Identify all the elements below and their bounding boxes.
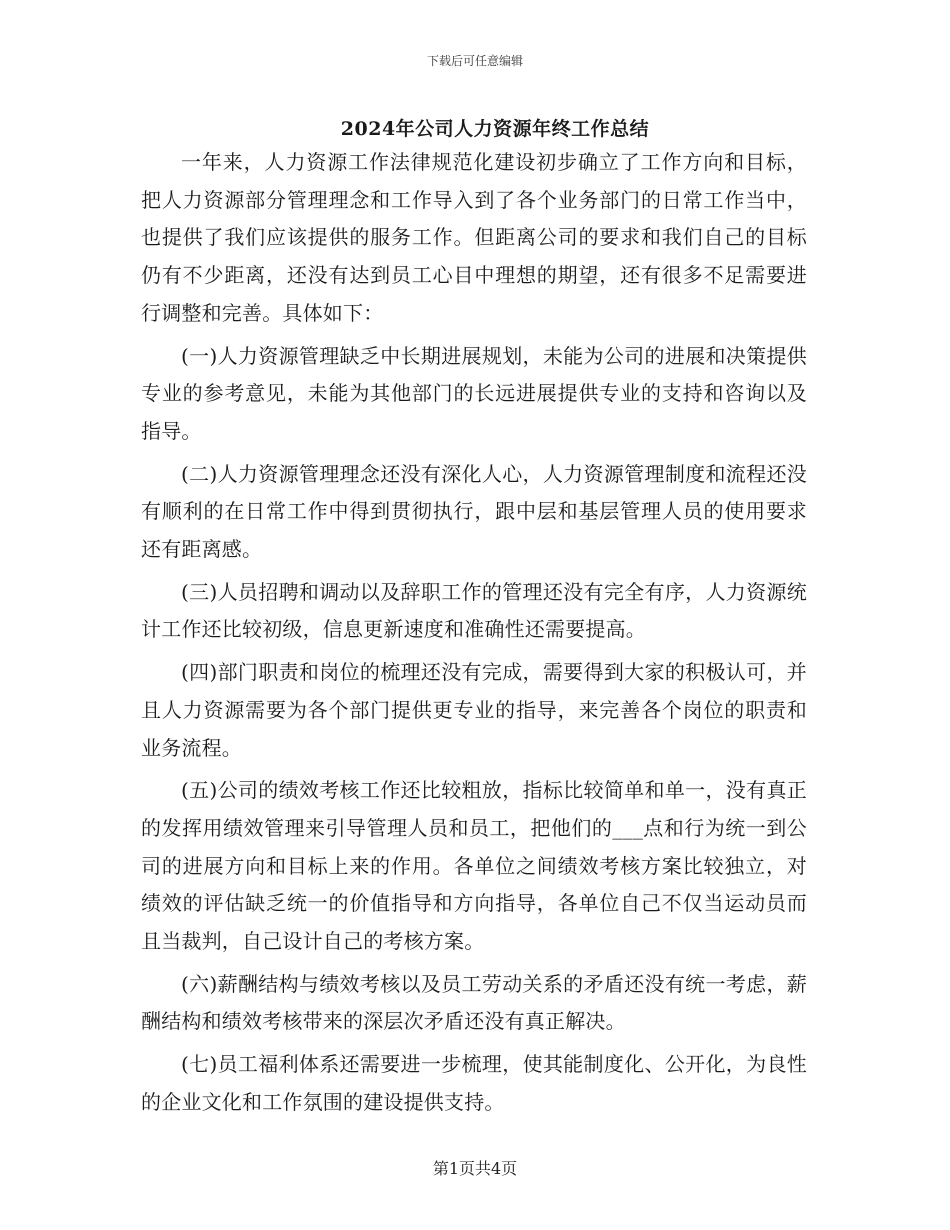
paragraph-intro: 一年来，人力资源工作法律规范化建设初步确立了工作方向和目标，把人力资源部分管理理念和工作导入到了各个业务部门的日常工作当中，也提供了我们应该提供的服务工作。但距离公司的要求和我们自己的目标仍有不少距离，还没有达到员工心目中理想的期望，还有很多不足需要进行调整和完善。具体如下： xyxy=(141,150,807,325)
paragraph-item-3: (三)人员招聘和调动以及辞职工作的管理还没有完全有序，人力资源统计工作还比较初级，信息更新速度和准确性还需要提高。 xyxy=(141,579,807,642)
paragraph-item-5: (五)公司的绩效考核工作还比较粗放，指标比较简单和单一，没有真正的发挥用绩效管理来引导管理人员和员工，把他们的___点和行为统一到公司的进展方向和目标上来的作用。各单位之间绩效考核方案比较独立，对绩效的评估缺乏统一的价值指导和方向指导，各单位自己不仅当运动员而且当裁判，自己设计自己的考核方案。 xyxy=(141,778,807,954)
paragraph-item-7: (七)员工福利体系还需要进一步梳理，使其能制度化、公开化，为良性的企业文化和工作氛围的建设提供支持。 xyxy=(141,1052,807,1114)
document-title: 2024年公司人力资源年终工作总结 xyxy=(340,118,650,140)
paragraph-item-2: (二)人力资源管理理念还没有深化人心，人力资源管理制度和流程还没有顺利的在日常工作中得到贯彻执行，跟中层和基层管理人员的使用要求还有距离感。 xyxy=(141,461,807,562)
page-indicator: 第1页共4页 xyxy=(432,1159,518,1178)
paragraph-item-4: (四)部门职责和岗位的梳理还没有完成，需要得到大家的积极认可，并且人力资源需要为各个部门提供更专业的指导，来完善各个岗位的职责和业务流程。 xyxy=(141,660,807,760)
header-note: 下载后可任意编辑 xyxy=(426,54,523,68)
document-body xyxy=(141,144,807,1127)
paragraph-item-6: (六)薪酬结构与绩效考核以及员工劳动关系的矛盾还没有统一考虑，薪酬结构和绩效考核带来的深层次矛盾还没有真正解决。 xyxy=(141,971,807,1034)
paragraph-item-1: (一)人力资源管理缺乏中长期进展规划，未能为公司的进展和决策提供专业的参考意见，未能为其他部门的长远进展提供专业的支持和咨询以及指导。 xyxy=(141,343,807,443)
